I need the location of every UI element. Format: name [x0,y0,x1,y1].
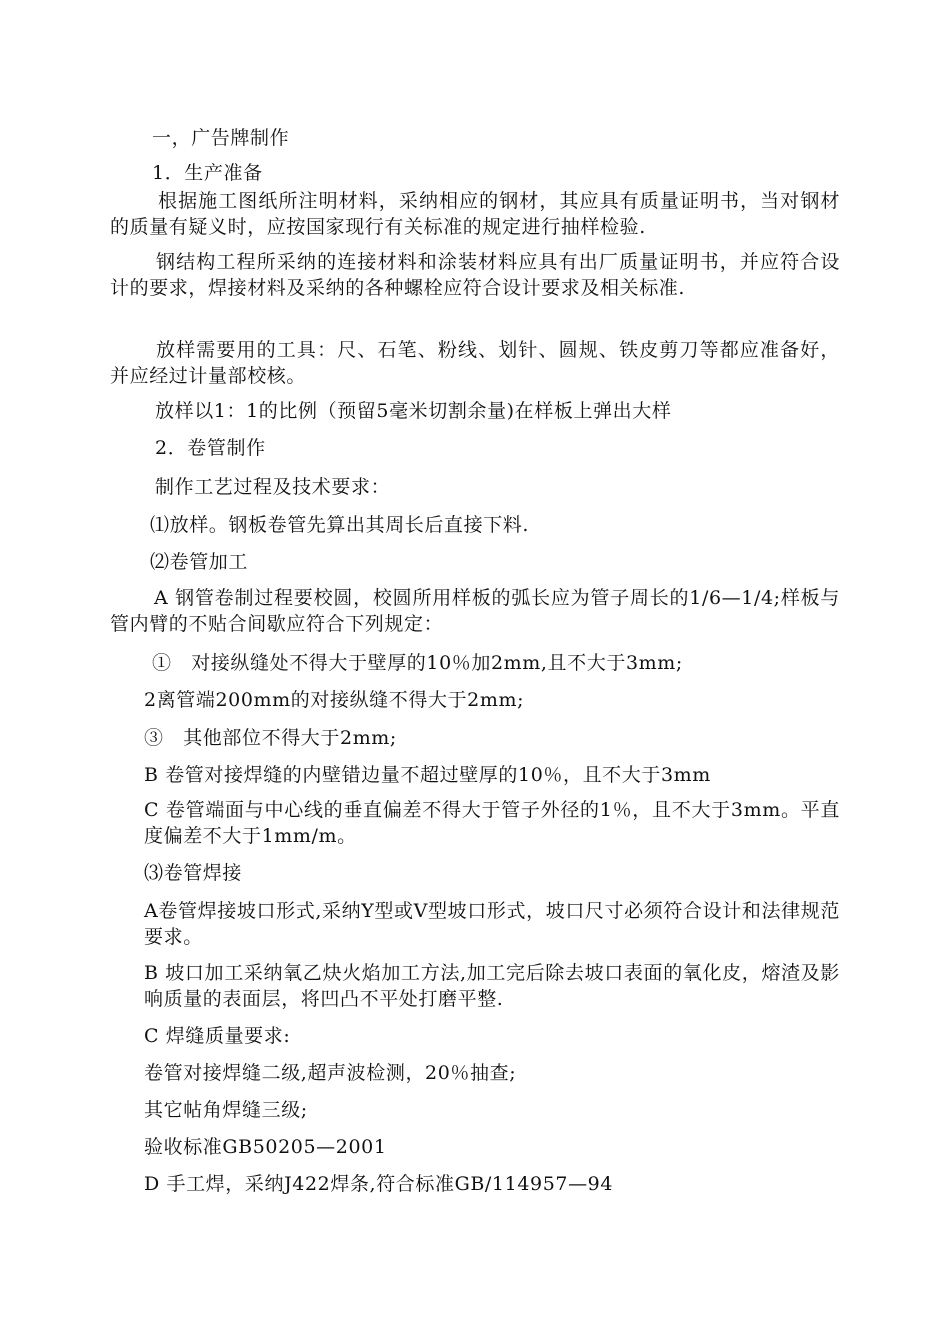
paragraph-tools: 放样需要用的工具：尺、石笔、粉线、划针、圆规、铁皮剪刀等都应准备好，并应经过计量部校核。 [110,339,840,387]
list-item-pipe-welding: ⑶卷管焊接 [144,862,243,884]
list-item-layout: ⑴放样。钢板卷管先算出其周长后直接下料. [150,514,530,536]
paragraph-acceptance-standard: 验收标准GB50205—2001 [144,1136,387,1158]
paragraph-manual-welding: D 手工焊，采纳J422焊条,符合标准GB/114957—94 [144,1173,614,1195]
heading-advertising-board: 一，广告牌制作 [152,127,290,149]
paragraph-weld-quality: C 焊缝质量要求: [144,1025,291,1047]
paragraph-connection-materials: 钢结构工程所采纳的连接材料和涂装材料应具有出厂质量证明书，并应符合设计的要求，焊接材料及采纳的各种螺栓应符合设计要求及相关标准. [110,251,840,299]
paragraph-materials: 根据施工图纸所注明材料，采纳相应的钢材，其应具有质量证明书，当对钢材的质量有疑义时，应按国家现行有关标准的规定进行抽样检验. [110,190,840,238]
paragraph-c-perpendicularity: C 卷管端面与中心线的垂直偏差不得大于管子外径的1％，且不大于3mm。平直度偏差不大于1mm/m。 [144,799,840,847]
paragraph-fillet-weld: 其它帖角焊缝三级; [144,1099,308,1121]
paragraph-weld-groove: A卷管焊接坡口形式,采纳Y型或V型坡口形式，坡口尺寸必须符合设计和法律规范要求。 [144,900,840,948]
list-item-pipe-processing: ⑵卷管加工 [150,551,249,573]
paragraph-b-misalignment: B 卷管对接焊缝的内壁错边量不超过壁厚的10％，且不大于3mm [144,764,711,786]
rule-pipe-end: 2离管端200mm的对接纵缝不得大于2mm; [144,689,525,711]
paragraph-a-rounding: A 钢管卷制过程要校圆，校圆所用样板的弧长应为管子周长的1/6—1/4;样板与管内臂的不贴合间歇应符合下列规定： [110,587,840,635]
section-title-pipe-rolling: 2．卷管制作 [155,437,266,459]
rule-other-parts: ③ 其他部位不得大于2mm; [144,727,397,749]
paragraph-process-requirements: 制作工艺过程及技术要求： [155,476,391,498]
section-title-production-prep: 1．生产准备 [152,162,263,184]
paragraph-groove-processing: B 坡口加工采纳氧乙炔火焰加工方法,加工完后除去坡口表面的氧化皮，熔渣及影响质量的表面层，将凹凸不平处打磨平整. [144,962,840,1010]
paragraph-scale: 放样以1：1的比例（预留5毫米切割余量)在样板上弹出大样 [155,400,672,422]
rule-longitudinal-seam: ① 对接纵缝处不得大于壁厚的10％加2mm,且不大于3mm; [152,652,683,674]
paragraph-butt-weld: 卷管对接焊缝二级,超声波检测，20％抽查; [144,1062,517,1084]
